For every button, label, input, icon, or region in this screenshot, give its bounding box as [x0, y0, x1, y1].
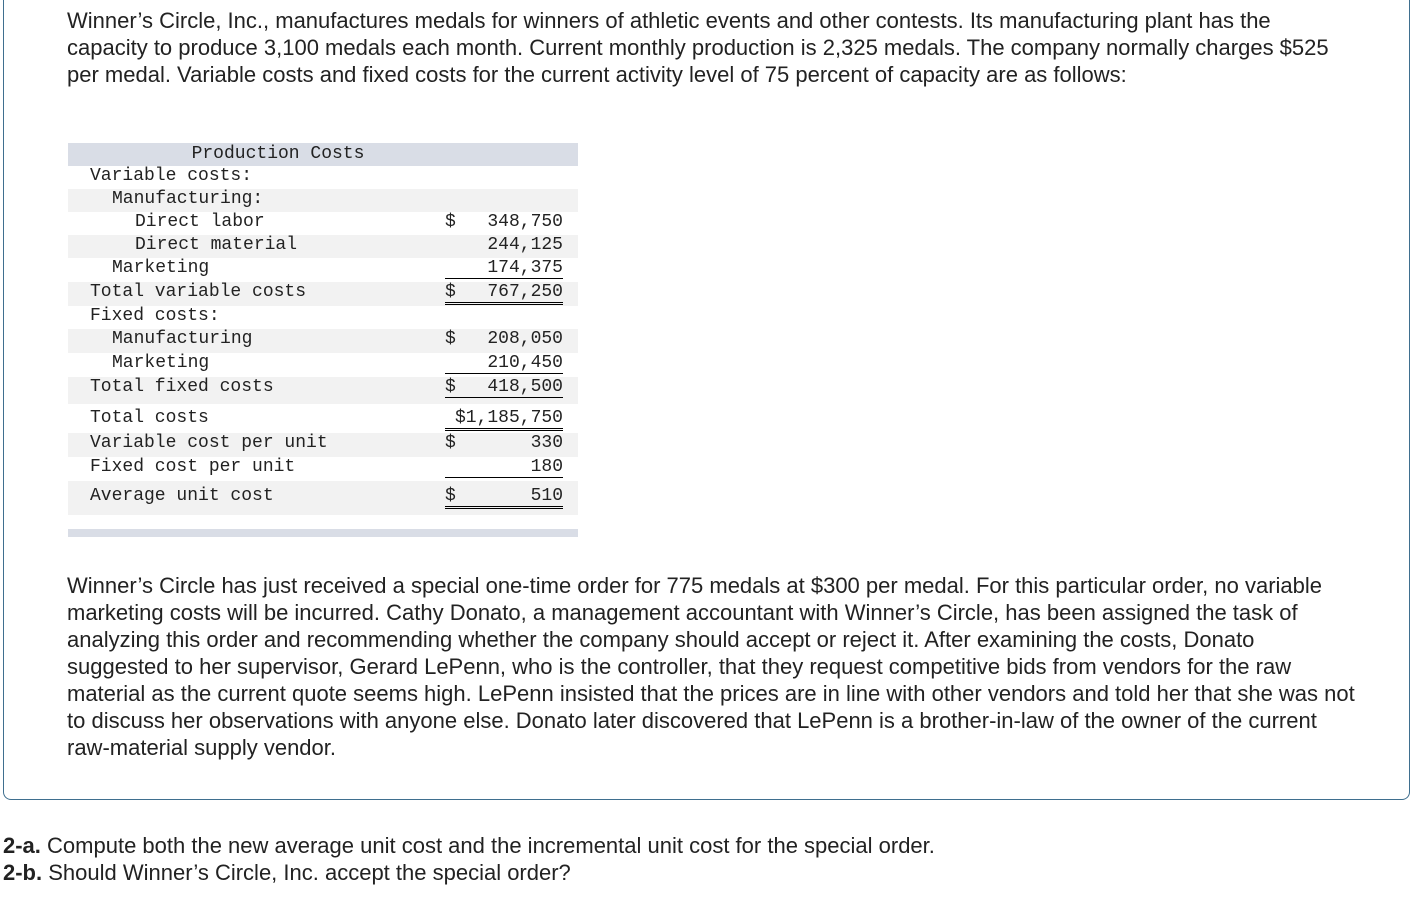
row-label: Manufacturing: — [112, 189, 264, 209]
row-label: Fixed costs: — [90, 306, 220, 326]
table-row — [68, 377, 578, 404]
row-label: Marketing — [112, 353, 210, 373]
row-value: 210,450 — [445, 353, 563, 374]
dollar-sign: $ — [445, 486, 456, 506]
table-row — [68, 329, 578, 353]
row-label: Direct material — [135, 235, 298, 255]
row-label: Variable costs: — [90, 166, 253, 186]
table-row — [68, 258, 578, 282]
row-label: Total costs — [90, 408, 209, 428]
question-number: 2-b. — [3, 860, 43, 885]
row-label: Average unit cost — [90, 486, 274, 506]
row-value: 348,750 — [487, 212, 563, 232]
row-value: 767,250 — [445, 282, 563, 305]
row-label: Total fixed costs — [90, 377, 274, 397]
row-value: 510 — [445, 486, 563, 509]
row-label: Direct labor — [135, 212, 265, 232]
table-row — [68, 353, 578, 377]
dollar-sign: $ — [445, 329, 456, 349]
question-2b — [3, 859, 571, 886]
row-value: 174,375 — [445, 258, 563, 279]
question-number: 2-a. — [3, 833, 41, 858]
intro-paragraph: Winner’s Circle, Inc., manufactures medals for winners of athletic events and other contests. Its manufacturing plant has the capacity to produce 3,100 medals each month. Current monthly production is 2,325 medals. The company normally charges $525 per medal. Variable costs and fixed costs for the current activity level of 75 percent of capacity are as follows: — [67, 8, 1329, 87]
table-footer-bar — [68, 529, 578, 537]
row-value: 208,050 — [487, 329, 563, 349]
question-text: Compute both the new average unit cost and the incremental unit cost for the special order. — [40, 833, 935, 858]
production-costs-table — [68, 143, 578, 515]
table-row — [68, 481, 578, 515]
table-row — [68, 404, 578, 433]
row-label: Variable cost per unit — [90, 433, 328, 453]
table-row — [68, 306, 578, 329]
table-row — [68, 457, 578, 481]
row-value: 330 — [530, 433, 563, 453]
table-row — [68, 166, 578, 189]
dollar-sign: $ — [445, 377, 456, 397]
table-row — [68, 433, 578, 457]
dollar-sign: $ — [445, 282, 456, 302]
row-value: $1,185,750 — [445, 408, 563, 431]
row-value: 244,125 — [487, 235, 563, 255]
table-row — [68, 212, 578, 235]
table-row — [68, 235, 578, 258]
row-value: 418,500 — [445, 377, 563, 398]
question-2a — [3, 832, 935, 859]
dollar-sign: $ — [445, 433, 456, 453]
table-header: Production Costs — [68, 143, 578, 166]
question-text: Should Winner’s Circle, Inc. accept the special order? — [42, 860, 571, 885]
row-label: Manufacturing — [112, 329, 253, 349]
row-value: 180 — [445, 457, 563, 478]
table-row — [68, 189, 578, 212]
story-paragraph: Winner’s Circle has just received a special one-time order for 775 medals at $300 per medal. For this particular order, no variable marketing costs will be incurred. Cathy Donato, a management accountant with Winner’s Circle, has been assigned the task of analyzing this order and recommending whether the company should accept or reject it. After examining the costs, Donato suggested to her supervisor, Gerard LePenn, who is the controller, that they request competitive bids from vendors for the raw material as the current quote seems high. LePenn insisted that the prices are in line with other vendors and told her that she was not to discuss her observations with anyone else. Donato later discovered that LePenn is a brother-in-law of the owner of the current raw-material supply vendor. — [67, 573, 1355, 760]
row-label: Fixed cost per unit — [90, 457, 296, 477]
row-label: Marketing — [112, 258, 210, 278]
table-row — [68, 282, 578, 306]
row-label: Total variable costs — [90, 282, 307, 302]
dollar-sign: $ — [445, 212, 456, 232]
